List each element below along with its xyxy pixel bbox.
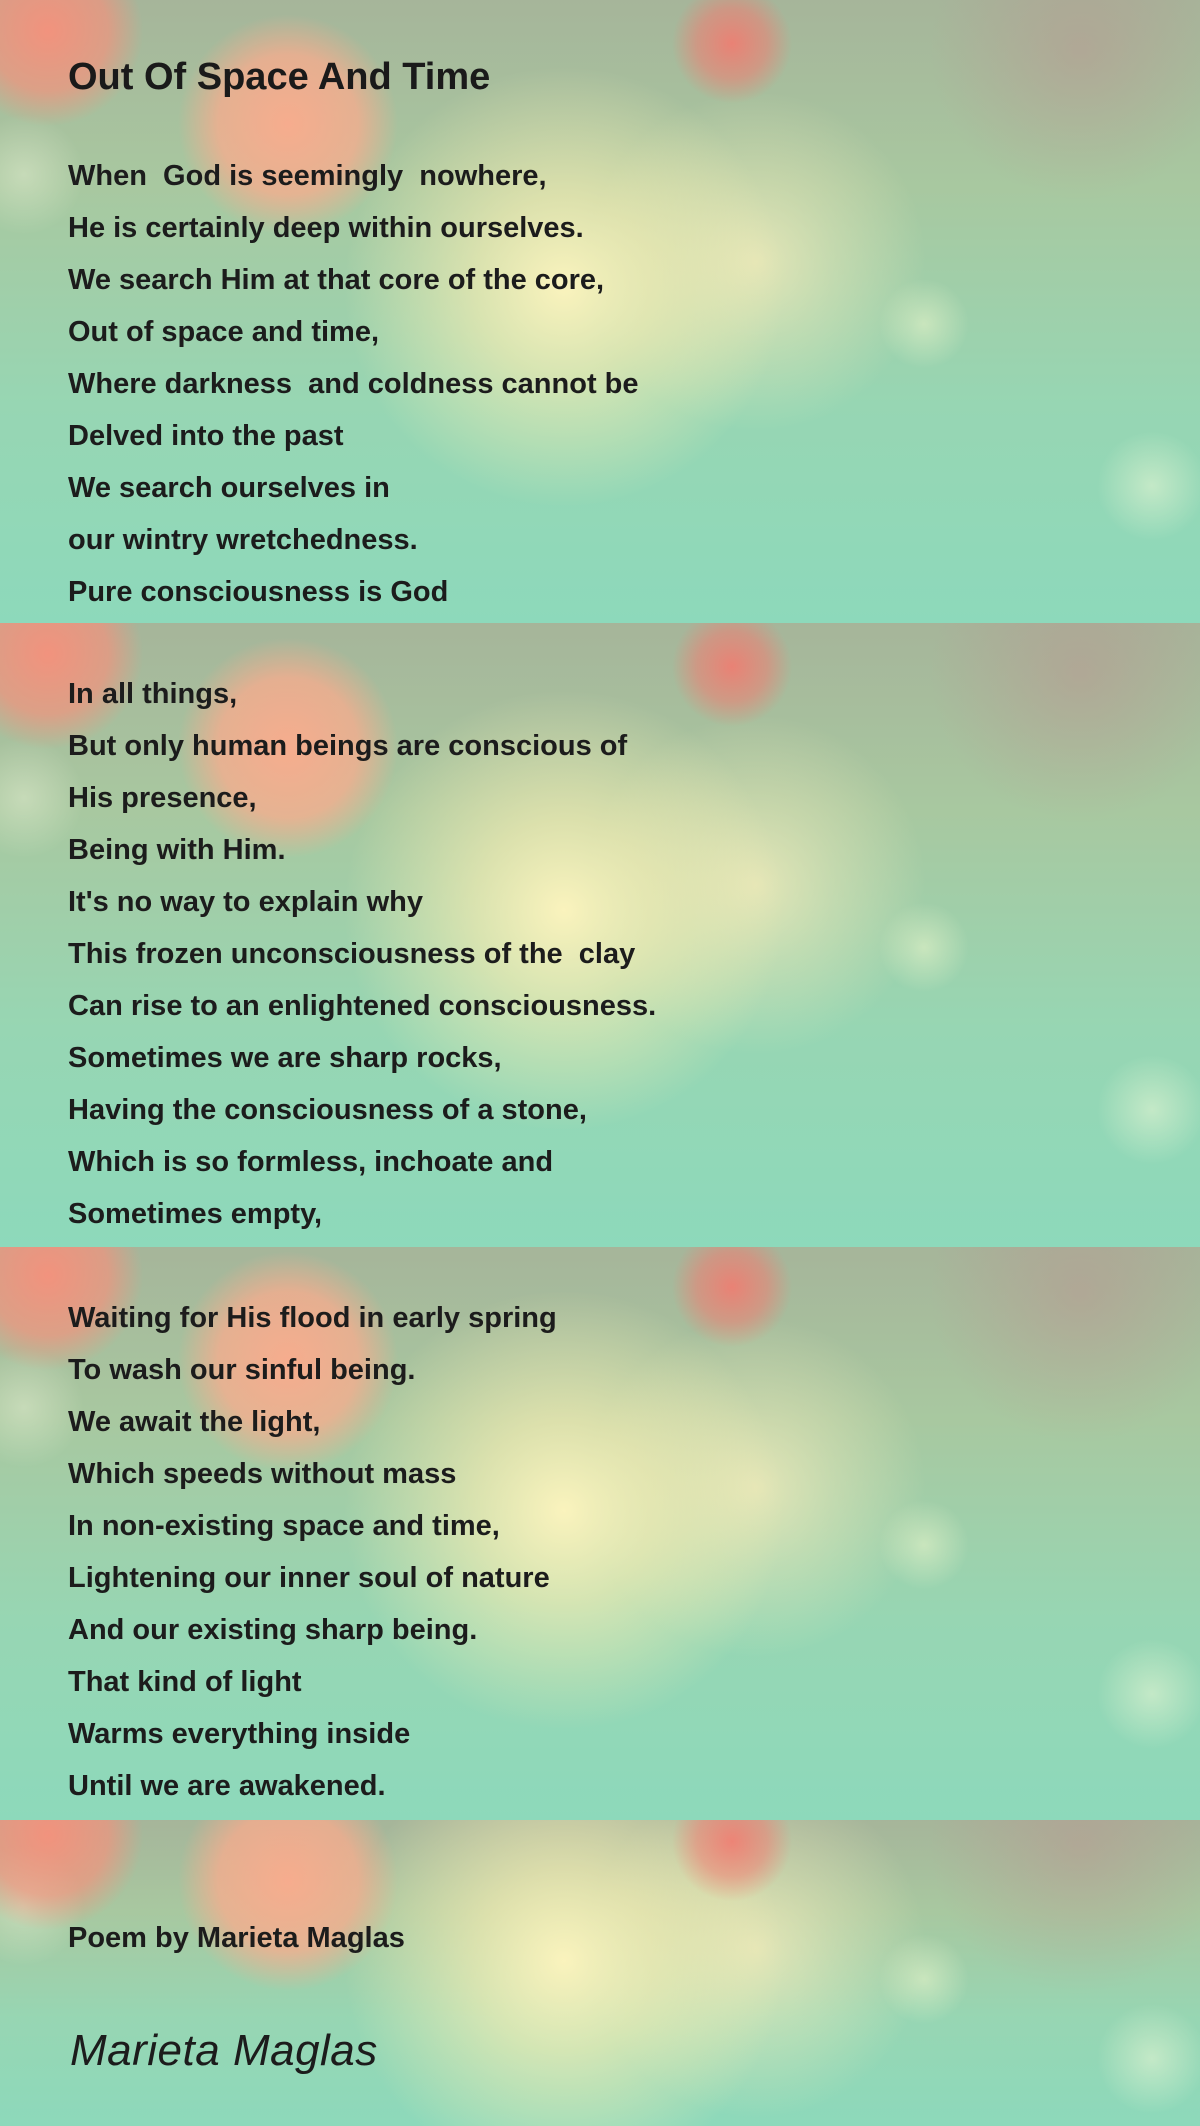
poem-line: Warms everything inside (68, 1718, 411, 1750)
stanza-1 (68, 150, 639, 618)
poem-line: We search ourselves in (68, 472, 390, 504)
poem-line: But only human beings are conscious of (68, 730, 628, 762)
poem-line: His presence, (68, 782, 257, 814)
poem-line: Sometimes empty, (68, 1198, 323, 1230)
poem-panel-1 (0, 0, 1200, 623)
poem-line: That kind of light (68, 1666, 302, 1698)
stanza-2 (68, 668, 656, 1240)
poem-line: Out of space and time, (68, 316, 379, 348)
poem-title: Out Of Space And Time (68, 56, 491, 98)
poem-line: Pure consciousness is God (68, 576, 449, 608)
poem-line: Which speeds without mass (68, 1458, 457, 1490)
poem-line: Delved into the past (68, 420, 344, 452)
poem-line: This frozen unconsciousness of the clay (68, 938, 636, 970)
poem-line: We search Him at that core of the core, (68, 264, 605, 296)
poem-line: Lightening our inner soul of nature (68, 1562, 550, 1594)
poem-line: Which is so formless, inchoate and (68, 1146, 554, 1178)
poem-line: To wash our sinful being. (68, 1354, 416, 1386)
poem-line: Sometimes we are sharp rocks, (68, 1042, 502, 1074)
poem-line: Being with Him. (68, 834, 286, 866)
poem-line: He is certainly deep within ourselves. (68, 212, 584, 244)
poem-line: Having the consciousness of a stone, (68, 1094, 587, 1126)
poem-line: In non-existing space and time, (68, 1510, 500, 1542)
poem-line: our wintry wretchedness. (68, 524, 418, 556)
poem-line: It's no way to explain why (68, 886, 423, 918)
author-signature: Marieta Maglas (70, 2026, 378, 2075)
poem-line: Until we are awakened. (68, 1770, 386, 1802)
poem-line: In all things, (68, 678, 238, 710)
poem-panel-2 (0, 623, 1200, 1247)
poem-line: We await the light, (68, 1406, 321, 1438)
poem-line: Where darkness and coldness cannot be (68, 368, 639, 400)
poem-line: And our existing sharp being. (68, 1614, 478, 1646)
poem-byline: Poem by Marieta Maglas (68, 1922, 405, 1954)
poem-line: When God is seemingly nowhere, (68, 160, 547, 192)
stanza-3 (68, 1292, 557, 1812)
poem-footer-panel (0, 1820, 1200, 2126)
poem-line: Waiting for His flood in early spring (68, 1302, 557, 1334)
poem-panel-3 (0, 1247, 1200, 1820)
poem-line: Can rise to an enlightened consciousness. (68, 990, 657, 1022)
